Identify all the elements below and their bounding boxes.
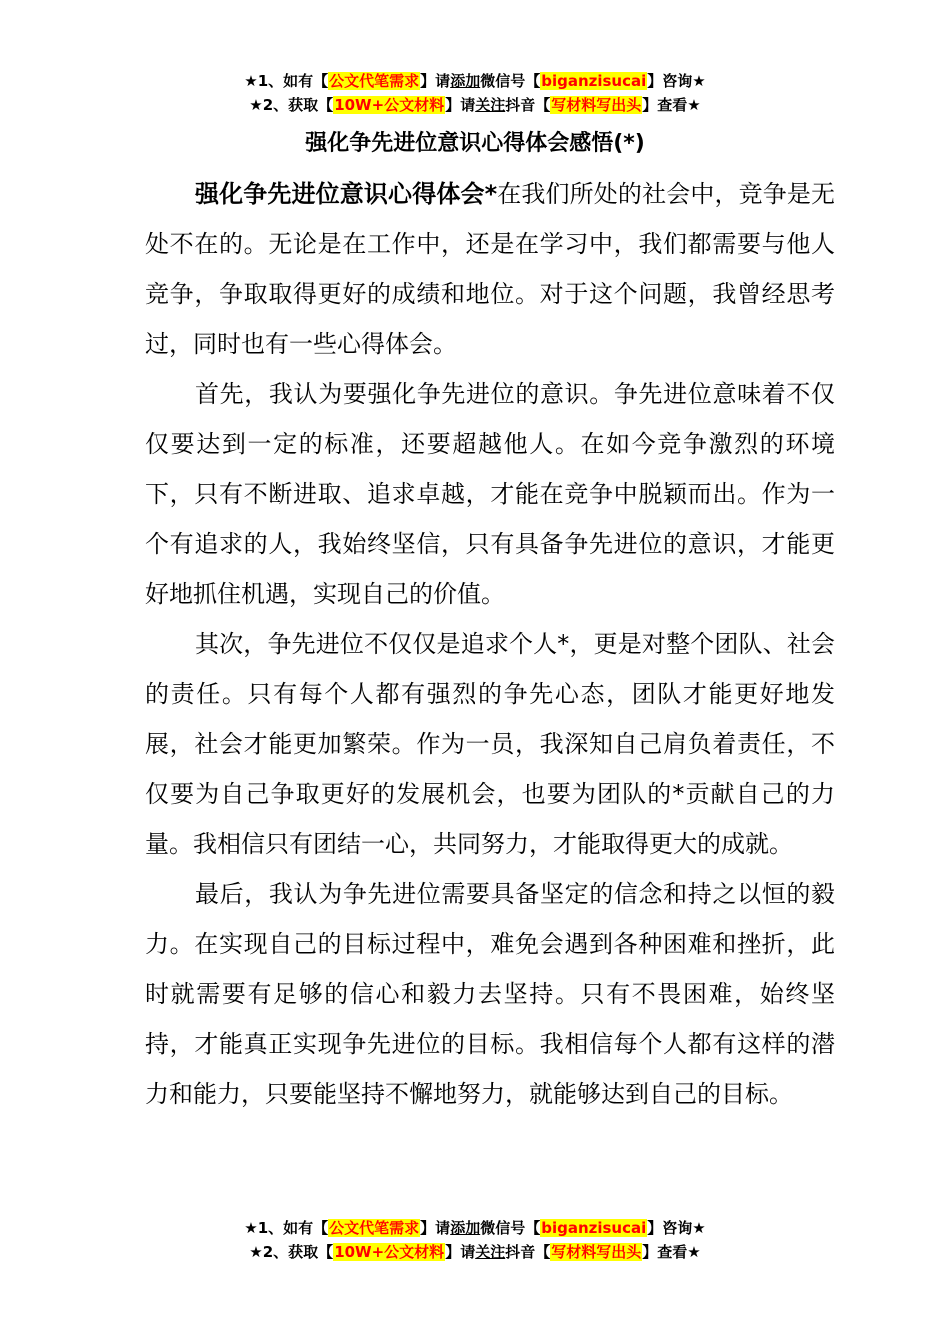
promo-text: 】请 (445, 96, 476, 114)
promo-highlight-wechat-id: biganzisucai (541, 72, 647, 90)
promo-text: 】请 (420, 72, 451, 90)
paragraph-1 (145, 169, 835, 369)
promo-text: 微信号【 (480, 1219, 541, 1237)
paragraph-3: 其次，争先进位不仅仅是追求个人*，更是对整个团队、社会的责任。只有每个人都有强烈的争先心态，团队才能更好地发展，社会才能更加繁荣。作为一员，我深知自己肩负着责任，不仅要为自己争取更好的发展机会，也要为团队的*贡献自己的力量。我相信只有团结一心，共同努力，才能取得更大的成就。 (145, 630, 835, 858)
promo-line-1 (0, 70, 950, 94)
promo-highlight: 公文代笔需求 (329, 1219, 420, 1237)
promo-text: 】查看★ (642, 96, 701, 114)
promo-line-1 (0, 1217, 950, 1241)
promo-text: ★1、如有【 (244, 72, 329, 90)
paragraph-4: 最后，我认为争先进位需要具备坚定的信念和持之以恒的毅力。在实现自己的目标过程中，难免会遇到各种困难和挫折，此时就需要有足够的信心和毅力去坚持。只有不畏困难，始终坚持，才能真正实现争先进位的目标。我相信每个人都有这样的潜力和能力，只要能坚持不懈地努力，就能够达到自己的目标。 (145, 880, 835, 1108)
promo-text: 】咨询★ (647, 72, 706, 90)
promo-text: ★2、获取【 (249, 1243, 334, 1261)
promo-text: ★2、获取【 (249, 96, 334, 114)
promo-banner-bottom (0, 1217, 950, 1265)
promo-emphasis: 关注 (475, 96, 506, 114)
promo-highlight-wechat-id: biganzisucai (541, 1219, 647, 1237)
promo-emphasis: 添加 (450, 72, 481, 90)
paragraph-2: 首先，我认为要强化争先进位的意识。争先进位意味着不仅仅要达到一定的标准，还要超越他人。在如今竞争激烈的环境下，只有不断进取、追求卓越，才能在竞争中脱颖而出。作为一个有追求的人，我始终坚信，只有具备争先进位的意识，才能更好地抓住机遇，实现自己的价值。 (145, 380, 835, 608)
document-body (145, 169, 835, 1119)
paragraph-1-text: 在我们所处的社会中，竞争是无处不在的。无论是在工作中，还是在学习中，我们都需要与他人竞争，争取取得更好的成绩和地位。对于这个问题，我曾经思考过，同时也有一些心得体会。 (145, 180, 835, 358)
promo-text: 抖音【 (505, 96, 551, 114)
promo-text: 】请 (445, 1243, 476, 1261)
promo-emphasis: 关注 (475, 1243, 506, 1261)
promo-text: 】查看★ (642, 1243, 701, 1261)
promo-line-2 (0, 1241, 950, 1265)
promo-highlight: 10W+公文材料 (334, 1243, 445, 1261)
document-title: 强化争先进位意识心得体会感悟(*) (305, 131, 645, 156)
promo-highlight: 公文代笔需求 (329, 72, 420, 90)
promo-highlight-douyin-id: 写材料写出头 (551, 1243, 642, 1261)
promo-emphasis: 添加 (450, 1219, 481, 1237)
promo-text: 】咨询★ (647, 1219, 706, 1237)
promo-line-2 (0, 94, 950, 118)
promo-text: 抖音【 (505, 1243, 551, 1261)
promo-text: 微信号【 (480, 72, 541, 90)
promo-highlight: 10W+公文材料 (334, 96, 445, 114)
promo-text: 】请 (420, 1219, 451, 1237)
promo-text: ★1、如有【 (244, 1219, 329, 1237)
promo-highlight-douyin-id: 写材料写出头 (551, 96, 642, 114)
promo-banner-top (0, 70, 950, 118)
lead-bold-text: 强化争先进位意识心得体会* (195, 180, 498, 208)
